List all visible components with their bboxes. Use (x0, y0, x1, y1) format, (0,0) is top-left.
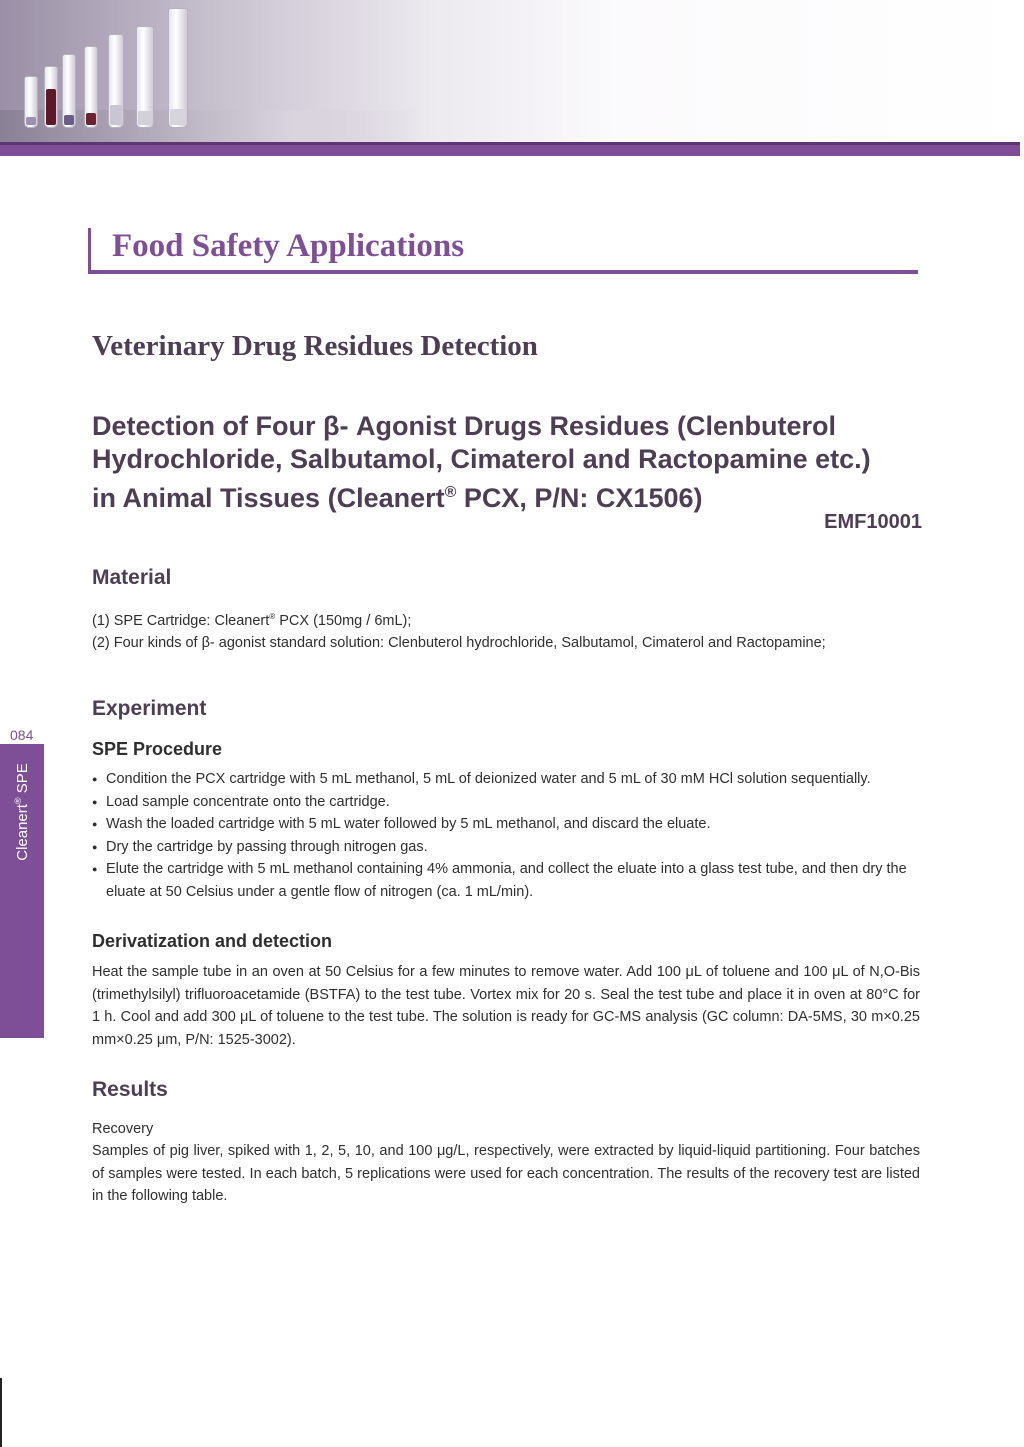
page-number: 084 (10, 727, 34, 743)
material-item-1: (1) SPE Cartridge: Cleanert® PCX (150mg / 6mL); (92, 612, 412, 629)
scan-edge-line (0, 1378, 2, 1447)
page-subtitle: Veterinary Drug Residues Detection (92, 330, 538, 362)
spe-procedure-steps (92, 768, 922, 903)
cartridge-tube-image (168, 8, 188, 128)
cartridge-tube-image (24, 76, 38, 128)
header-accent-bar (0, 142, 1020, 156)
side-tab-label: Cleanert® SPE (13, 763, 31, 861)
list-item: ● Condition the PCX cartridge with 5 mL methanol, 5 mL of deionized water and 5 mL of 30 mM HCl solution sequentially. (92, 768, 922, 791)
cartridge-tube-image (44, 66, 58, 128)
application-code: EMF10001 (824, 511, 922, 533)
header-banner (0, 0, 1024, 142)
list-item: ● Elute the cartridge with 5 mL methanol containing 4% ammonia, and collect the eluate into a glass test tube, and then dry the eluate at 50 Celsius under a gentle flow of nitrogen (ca. 1 mL/min). (92, 858, 922, 903)
derivatization-heading: Derivatization and detection (92, 931, 333, 951)
list-item: ● Load sample concentrate onto the cartridge. (92, 791, 922, 814)
title-line-1: Detection of Four β- Agonist Drugs Residues (Clenbuterol (92, 411, 837, 441)
cartridge-tube-image (108, 34, 124, 128)
cartridge-tube-image (84, 46, 98, 128)
cartridge-tube-image (62, 54, 76, 128)
recovery-text: Samples of pig liver, spiked with 1, 2, 5, 10, and 100 μg/L, respectively, were extracted by liquid-liquid partitioning. Four batches of samples were tested. In each batch, 5 replications were used for each concentration. The results of the recovery test are listed in the following table. (92, 1143, 920, 1204)
material-item-2: (2) Four kinds of β- agonist standard solution: Clenbuterol hydrochloride, Salbutamol, Cimaterol and Ractopamine; (92, 635, 826, 652)
spe-procedure-heading: SPE Procedure (92, 739, 223, 759)
cartridge-tube-image (136, 26, 154, 128)
list-item: ● Wash the loaded cartridge with 5 mL water followed by 5 mL methanol, and discard the eluate. (92, 813, 922, 836)
section-heading-rule (88, 270, 918, 274)
derivatization-text: Heat the sample tube in an oven at 50 Celsius for a few minutes to remove water. Add 100 μL of toluene and 100 μL of N,O-Bis (trimethylsilyl) trifluoroacetamide (BSTFA) to the test tube. Vortex mix for 20 s. Seal the test tube and place it in oven at 80°C for 1 h. Cool and add 300 μL of toluene to the test tube. The solution is ready for GC-MS analysis (GC column: DA-5MS, 30 m×0.25 mm×0.25 μm, P/N: 1525-3002). (92, 964, 920, 1048)
title-line-3: in Animal Tissues (Cleanert® PCX, P/N: CX1506) (92, 483, 703, 513)
material-heading: Material (92, 566, 172, 589)
material-list (92, 606, 920, 655)
results-heading: Results (92, 1078, 168, 1101)
section-title: Food Safety Applications (112, 228, 465, 264)
title-line-2: Hydrochloride, Salbutamol, Cimaterol and Ractopamine etc.) (92, 444, 871, 474)
recovery-label: Recovery (92, 1121, 154, 1137)
section-heading-marker (88, 228, 91, 274)
document-title (92, 410, 922, 515)
list-item: ● Dry the cartridge by passing through nitrogen gas. (92, 836, 922, 859)
experiment-heading: Experiment (92, 697, 207, 720)
